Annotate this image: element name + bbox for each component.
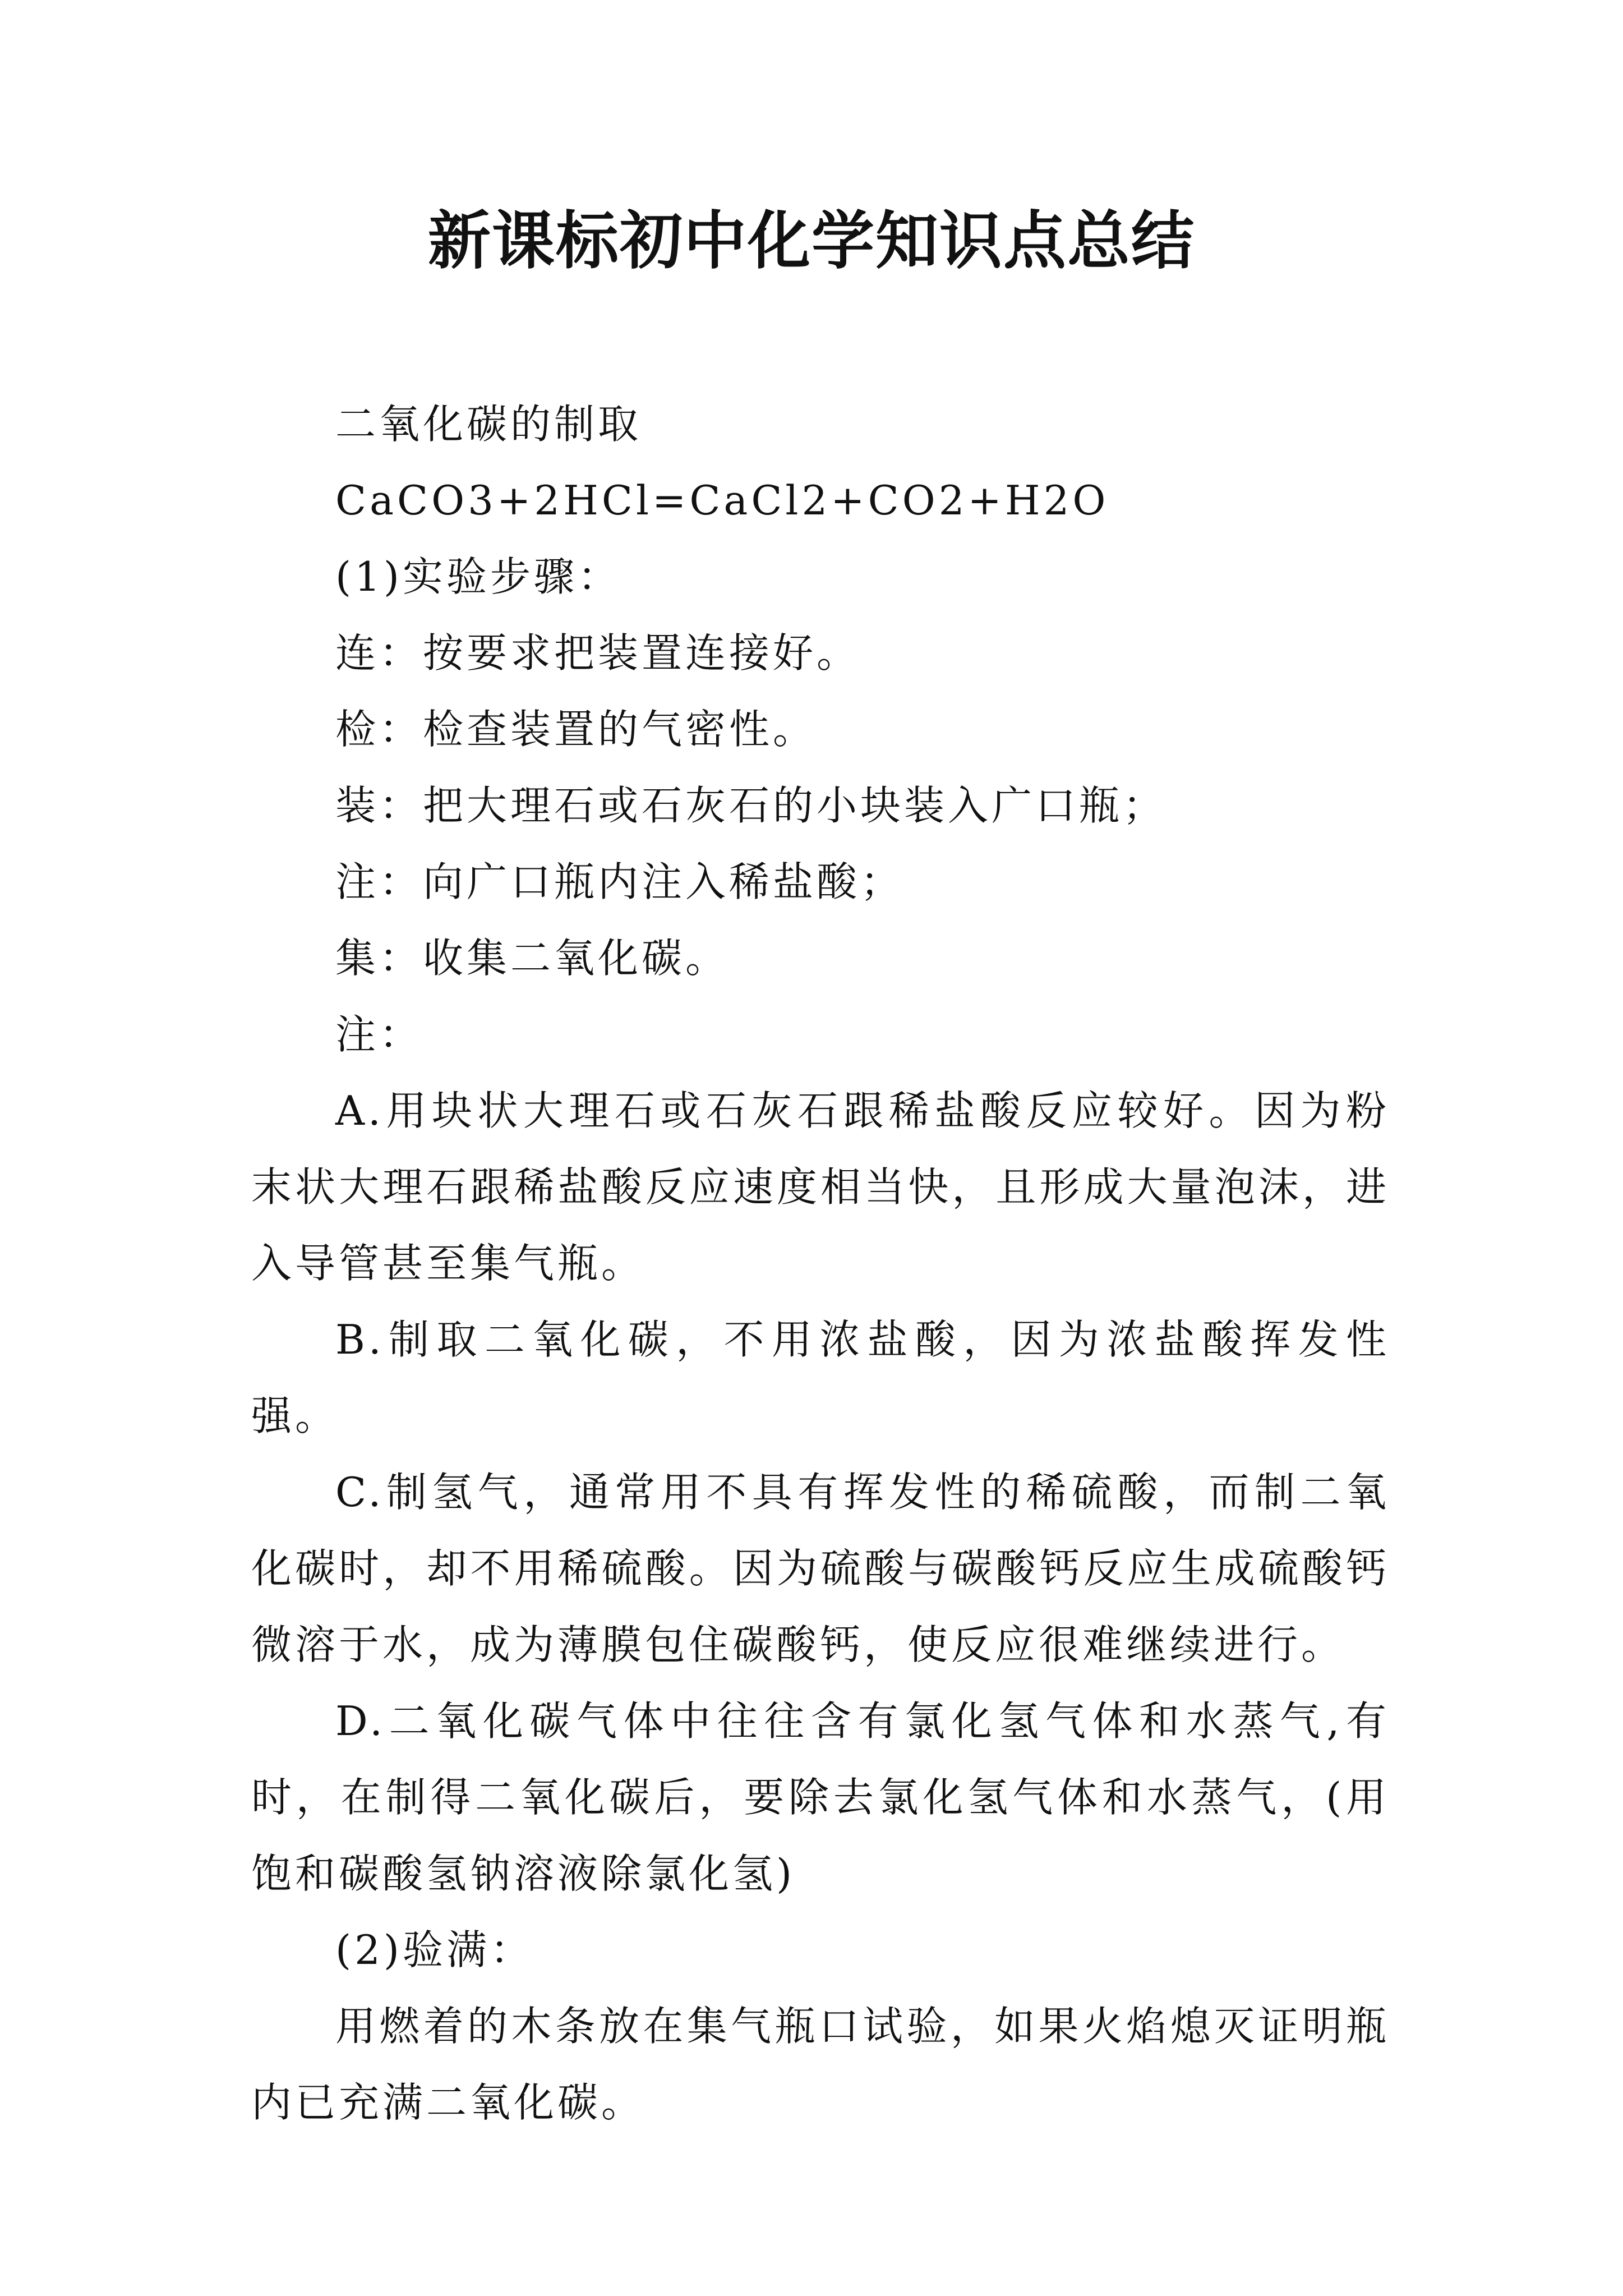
paragraph-step-collect: 集：收集二氧化碳。 [335,935,730,982]
paragraph-step-check: 检：检查装置的气密性。 [335,706,817,753]
paragraph-heading: 二氧化碳的制取 [335,401,642,448]
paragraph-note-c: C.制氢气，通常用不具有挥发性的稀硫酸，而制二氧化碳时，却不用稀硫酸。因为硫酸与碳酸钙反应生成硫酸钙微溶于水，成为薄膜包住碳酸钙，使反应很难继续进行。 [251,1469,1390,1668]
paragraph-step-load: 装：把大理石或石灰石的小块装入广口瓶； [335,782,1167,829]
paragraph-note-b: B.制取二氧化碳，不用浓盐酸，因为浓盐酸挥发性强。 [251,1316,1390,1439]
paragraph-note-a: A.用块状大理石或石灰石跟稀盐酸反应较好。因为粉末状大理石跟稀盐酸反应速度相当快，且形成大量泡沫，进入导管甚至集气瓶。 [251,1087,1390,1287]
paragraph-equation: CaCO3+2HCl=CaCl2+CO2+H2O [335,477,1109,524]
paragraph-full-check-heading: (2)验满： [335,1926,534,1973]
paragraph-step-connect: 连：按要求把装置连接好。 [335,629,861,677]
document-body [251,386,1390,2141]
paragraph-full-check-text: 用燃着的木条放在集气瓶口试验，如果火焰熄灭证明瓶内已充满二氧化碳。 [251,2003,1390,2126]
paragraph-note-label: 注： [335,1011,423,1058]
document-title: 新课标初中化学知识点总结 [428,204,1195,278]
paragraph-note-d: D.二氧化碳气体中往往含有氯化氢气体和水蒸气,有时，在制得二氧化碳后，要除去氯化氢气体和水蒸气，(用饱和碳酸氢钠溶液除氯化氢) [251,1697,1390,1897]
paragraph-step-pour: 注：向广口瓶内注入稀盐酸； [335,858,905,905]
paragraph-steps-heading: (1)实验步骤： [335,553,621,600]
